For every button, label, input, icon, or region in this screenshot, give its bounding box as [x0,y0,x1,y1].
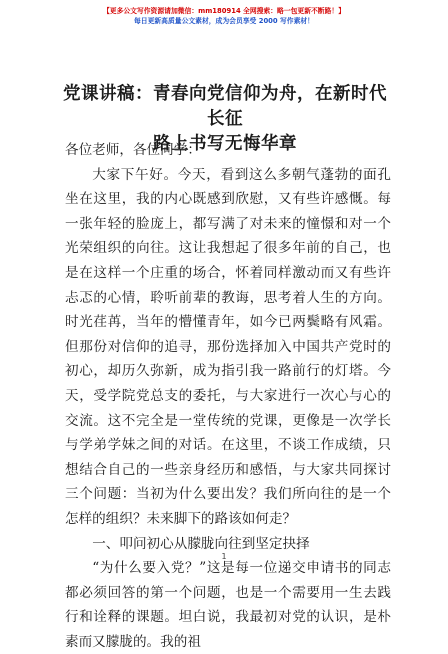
document-body [65,138,391,654]
promo-banner [0,6,448,26]
promo-banner-line-2: 每日更新高质量公文素材，成为会员享受 2000 写作素材！ [134,17,314,25]
document-title-line-2: 路上书写无悔华章 [153,134,297,154]
document-title-line-1: 党课讲稿：青春向党信仰为舟，在新时代长征 [63,84,387,129]
section-paragraph: “为什么要入党？”这是每一位递交申请书的同志都必须回答的第一个问题，也是一个需要用一生去践行和诠释的课题。坦白说，我最初对党的认识，是朴素而又朦胧的。我的祖 [65,560,391,650]
body-paragraph: 大家下午好。今天，看到这么多朝气蓬勃的面孔坐在这里，我的内心既感到欣慰，又有些许感慨。每一张年轻的脸庞上，都写满了对未来的憧憬和对一个光荣组织的向往。这让我想起了很多年前的自己，也是在这样一个庄重的场合，怀着同样激动而又有些许忐忑的心情，聆听前辈的教诲，思考着人生的方向。时光荏苒，当年的懵懂青年，如今已两鬓略有风霜。但那份对信仰的追寻，那份选择加入中国共产党时的初心，却历久弥新，成为指引我一路前行的灯塔。今天，受学院党总支的委托，与大家进行一次心与心的交流。这不完全是一堂传统的党课，更像是一次学长与学弟学妹之间的对话。在这里，不谈工作成绩，只想结合自己的一些亲身经历和感悟，与大家共同探讨三个问题：当初为什么要出发？我们所向往的是一个怎样的组织？未来脚下的路该如何走？ [65,166,391,527]
greeting: 各位老师，各位同学： [65,142,201,158]
page-number: 1 [221,552,227,561]
promo-banner-line-1: 【更多公文写作资源请加微信：mm180914 全网搜索：略一包更新不断路！】 [102,7,345,15]
section-heading: 一、叩问初心从朦胧向往到坚定抉择 [92,535,310,552]
